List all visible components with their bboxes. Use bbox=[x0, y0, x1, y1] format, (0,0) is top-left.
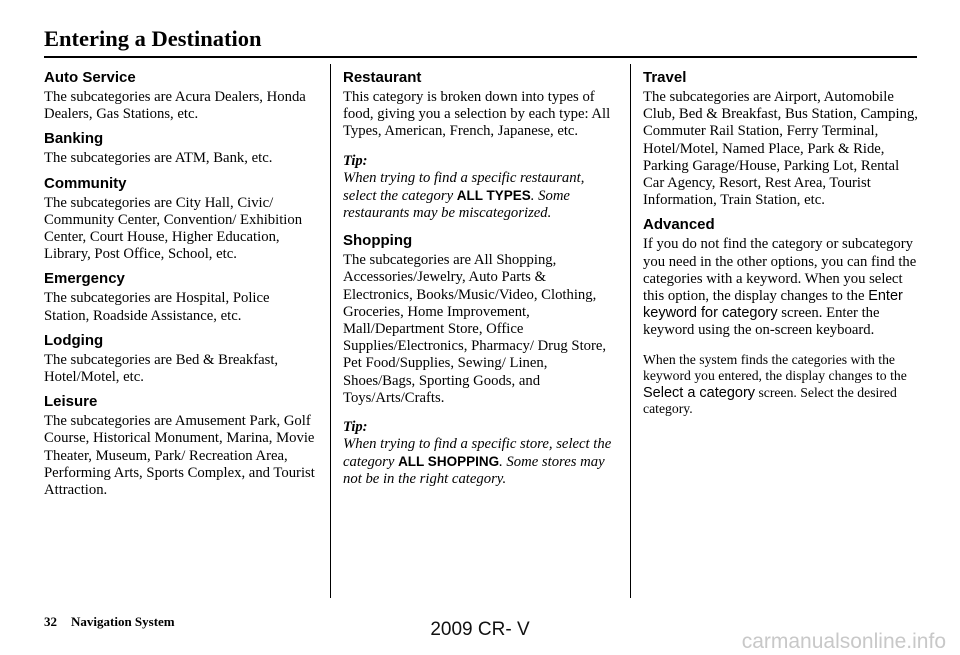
section-title: Banking bbox=[44, 130, 104, 148]
body-text: screen. Enter the keyword using the on-screen keyboard. bbox=[643, 305, 880, 339]
section-title: Leisure bbox=[44, 393, 98, 411]
section-leisure bbox=[44, 393, 318, 499]
column-right bbox=[643, 69, 918, 425]
section-body: The subcategories are City Hall, Civic/ Community Center, Convention/ Exhibition Center, Court House, Higher Education, Library, Post Office, School, etc. bbox=[44, 194, 303, 263]
section-title: Emergency bbox=[44, 270, 125, 288]
section-body: The subcategories are ATM, Bank, etc. bbox=[44, 150, 273, 167]
section-body: The subcategories are Bed & Breakfast, Hotel/Motel, etc. bbox=[44, 351, 279, 386]
column-divider bbox=[630, 64, 631, 598]
tip-label: Tip: bbox=[343, 419, 368, 436]
section-auto-service bbox=[44, 69, 318, 123]
section-emergency bbox=[44, 270, 318, 324]
section-title: Advanced bbox=[643, 216, 715, 234]
section-restaurant bbox=[343, 69, 618, 222]
page-number: 32 bbox=[44, 614, 57, 629]
tip-body bbox=[343, 436, 618, 489]
body-text: If you do not find the category or subcategory you need in the other options, you can find the categories with a keyword. When you select this option, the display changes to the bbox=[643, 236, 917, 305]
footer-section: Navigation System bbox=[71, 614, 175, 629]
section-advanced bbox=[643, 216, 918, 418]
section-title: Travel bbox=[643, 69, 687, 86]
column-middle bbox=[343, 69, 618, 499]
section-lodging bbox=[44, 332, 318, 386]
section-body: The subcategories are Amusement Park, Golf Course, Historical Monument, Marina, Movie Theater, Museum, Park/ Recreation Area, Performing Arts, Sports Complex, and Tourist Attraction. bbox=[44, 413, 315, 499]
section-title: Shopping bbox=[343, 232, 413, 250]
section-title: Restaurant bbox=[343, 69, 422, 86]
ui-term: Select a category bbox=[643, 384, 756, 401]
section-body: The subcategories are Hospital, Police Station, Roadside Assistance, etc. bbox=[44, 290, 270, 324]
section-community bbox=[44, 175, 318, 264]
section-title: Community bbox=[44, 174, 127, 192]
section-shopping bbox=[343, 232, 618, 488]
ui-term: ALL SHOPPING bbox=[398, 454, 500, 470]
section-body: The subcategories are All Shopping, Accessories/Jewelry, Auto Parts & Electronics, Books/Music/Video, Clothing, Groceries, Home Improvement, Mall/Department Store, Office Supplies/Electronics, Pharmacy/ Drug Store, Pet Food/Supplies, Sewing/ Linen, Shoes/Bags, Sporting Goods, and Toys/Arts/Crafts. bbox=[343, 252, 607, 406]
tip-text: When trying to find a specific store, select the category bbox=[343, 436, 612, 471]
section-banking bbox=[44, 130, 318, 167]
tip-text: When trying to find a specific restaurant, select the category bbox=[343, 169, 585, 204]
section-body bbox=[643, 352, 918, 418]
section-title: Auto Service bbox=[44, 69, 136, 86]
section-body: This category is broken down into types of food, giving you a selection by each type: All Types, American, French, Japanese, etc. bbox=[343, 89, 611, 140]
ui-term: Enter keyword for category bbox=[643, 288, 903, 322]
section-body: The subcategories are Airport, Automobile Club, Bed & Breakfast, Bus Station, Camping, Commuter Rail Station, Ferry Terminal, Hotel/Motel, Named Place, Park & Ride, Parking Garage/House, Parking Lot, Rental Car Agency, Resort, Rest Area, Tourist Information, Train Station, etc. bbox=[643, 89, 918, 209]
section-body bbox=[643, 236, 918, 339]
section-title: Lodging bbox=[44, 331, 104, 349]
title-rule bbox=[44, 56, 917, 58]
tip-label: Tip: bbox=[343, 152, 368, 169]
tip-text: . Some restaurants may be miscategorized. bbox=[343, 187, 570, 222]
tip-body bbox=[343, 170, 618, 223]
ui-term: ALL TYPES bbox=[456, 187, 531, 203]
tip-text: . Some stores may not be in the right category. bbox=[343, 454, 605, 488]
column-left bbox=[44, 69, 318, 506]
section-body: The subcategories are Acura Dealers, Honda Dealers, Gas Stations, etc. bbox=[44, 89, 306, 123]
body-text: screen. Select the desired category. bbox=[643, 384, 897, 417]
section-travel bbox=[643, 69, 918, 209]
page-title: Entering a Destination bbox=[44, 26, 262, 51]
model-label: 2009 CR- V bbox=[430, 619, 530, 640]
column-divider bbox=[330, 64, 331, 598]
body-text: When the system finds the categories with the keyword you entered, the display changes to the bbox=[643, 351, 907, 384]
watermark: carmanualsonline.info bbox=[741, 630, 946, 653]
